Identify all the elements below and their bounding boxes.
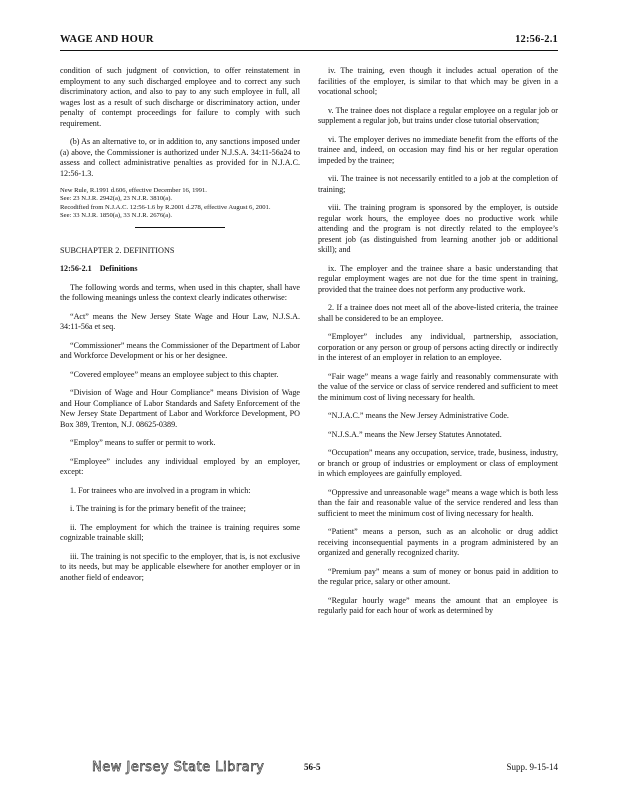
definition: “Employee” includes any individual employed by an employer, except: [60, 456, 300, 477]
list-item: ix. The employer and the trainee share a basic understanding that regular employment wages are not due for the time spent in training, provided that the trainee does not perform any productive work. [318, 263, 558, 294]
list-item: 2. If a trainee does not meet all of the above-listed criteria, the trainee shall be considered to be an employee. [318, 303, 558, 323]
definition: “Fair wage” means a wage fairly and reasonably commensurate with the value of the service or class of service rendered and sufficient to meet the minimum cost of living necessary for health. [318, 371, 558, 402]
list-item: ii. The employment for which the trainee is training requires some cognizable trainable skill; [60, 522, 300, 543]
list-item: i. The training is for the primary benefit of the trainee; [70, 504, 246, 514]
section-title: Definitions [99, 264, 138, 274]
definition: “N.J.S.A.” means the New Jersey Statutes Annotated. [328, 429, 502, 439]
definition: “Oppressive and unreasonable wage” means a wage which is both less than the fair and reasonable value of the service rendered and less than sufficient to meet the minimum cost of living necessary for health. [318, 487, 558, 518]
list-item: viii. The training program is sponsored by the employer, is outside regular work hours, the employee does no productive work while attending and the program is not directly related to the employee’s present job (as distinguished from learning another job or additional skill); and [318, 203, 558, 254]
history-note: See: 33 N.J.R. 1850(a), 33 N.J.R. 2676(a). [60, 212, 173, 220]
list-item: iv. The training, even though it includes actual operation of the facilities of the employer, is similar to that which may be given in a vocational school; [318, 66, 558, 96]
subchapter-heading: SUBCHAPTER 2. DEFINITIONS [60, 245, 175, 255]
paragraph: (b) As an alternative to, or in addition to, any sanctions imposed under (a) above, the Commissioner is authorized under N.J.S.A. 34:11-56a24 to assess and collect administrative penalties as provided for in N.J.A.C. 12:56-1.3. [60, 137, 300, 178]
list-item: vii. The trainee is not necessarily entitled to a job at the completion of training; [318, 174, 558, 194]
definition: “Premium pay” means a sum of money or bonus paid in addition to the regular price, salary or other amount. [318, 566, 558, 586]
definition: “Covered employee” means an employee subject to this chapter. [70, 369, 279, 379]
paragraph: The following words and terms, when used in this chapter, shall have the following meanings unless the context clearly indicates otherwise: [60, 282, 300, 303]
header-title: WAGE AND HOUR [60, 34, 154, 45]
list-item: 1. For trainees who are involved in a program in which: [70, 485, 251, 495]
right-column [318, 66, 558, 625]
history-note: See: 23 N.J.R. 2942(a), 23 N.J.R. 3810(a). [60, 195, 173, 203]
header-section-number: 12:56-2.1 [515, 34, 558, 45]
library-watermark: New Jersey State Library [92, 760, 265, 775]
section-divider [135, 227, 225, 228]
definition: “Commissioner” means the Commissioner of the Department of Labor and Workforce Development or his or her designee. [60, 340, 300, 361]
page-footer [60, 760, 558, 776]
header-rule [60, 50, 558, 51]
page-number: 56-5 [304, 762, 321, 772]
definition: “Patient” means a person, such as an alcoholic or drug addict receiving inconsequential payments in a program administered by an organized and generally recognized charity. [318, 527, 558, 557]
definition: “Employer” includes any individual, partnership, association, corporation or any person or group of persons acting directly or indirectly in the interest of an employer in relation to an employee. [318, 332, 558, 362]
section-number: 12:56-2.1 [60, 264, 92, 274]
definition: “N.J.A.C.” means the New Jersey Administrative Code. [328, 411, 509, 420]
definition: “Act” means the New Jersey State Wage and Hour Law, N.J.S.A. 34:11-56a et seq. [60, 311, 300, 332]
definition: “Regular hourly wage” means the amount that an employee is regularly paid for each hour of work as determined by [318, 595, 558, 615]
section-heading [60, 264, 300, 275]
definition: “Division of Wage and Hour Compliance” means Division of Wage and Hour Compliance of Labor Standards and Safety Enforcement of the New Jersey State Department of Labor and Workforce Development, PO Box 389, Trenton, N.J. 08625-0389. [60, 388, 300, 429]
list-item: v. The trainee does not displace a regular employee on a regular job or supplement a regular job, but trains under close tutorial observation; [318, 105, 558, 125]
history-note: New Rule, R.1991 d.606, effective December 16, 1991. [60, 187, 207, 194]
left-column [60, 66, 300, 591]
running-header [60, 34, 558, 48]
history-note: Recodified from N.J.A.C. 12:56-1.6 by R.2001 d.278, effective August 6, 2001. [60, 203, 271, 211]
list-item: vi. The employer derives no immediate benefit from the efforts of the trainee and, indeed, on occasion may find his or her regular operation impeded by the trainee; [318, 134, 558, 165]
supplement-date: Supp. 9-15-14 [506, 762, 558, 772]
list-item: iii. The training is not specific to the employer, that is, is not exclusive to its needs, but may be applicable elsewhere for another employer or in another field of endeavor; [60, 551, 300, 582]
paragraph: condition of such judgment of conviction, to offer reinstatement in employment to any such discharged employee and to correct any such discriminatory action, and also to pay to any such employee in full, all wages lost as a result of such discharge or discriminatory action, under penalty of contempt proceedings for failure to comply with such requirement. [60, 66, 300, 128]
definition: “Employ” means to suffer or permit to work. [70, 438, 216, 448]
definition: “Occupation” means any occupation, service, trade, business, industry, or branch or group of industries or employment or class of employment in which employees are gainfully employed. [318, 448, 558, 478]
